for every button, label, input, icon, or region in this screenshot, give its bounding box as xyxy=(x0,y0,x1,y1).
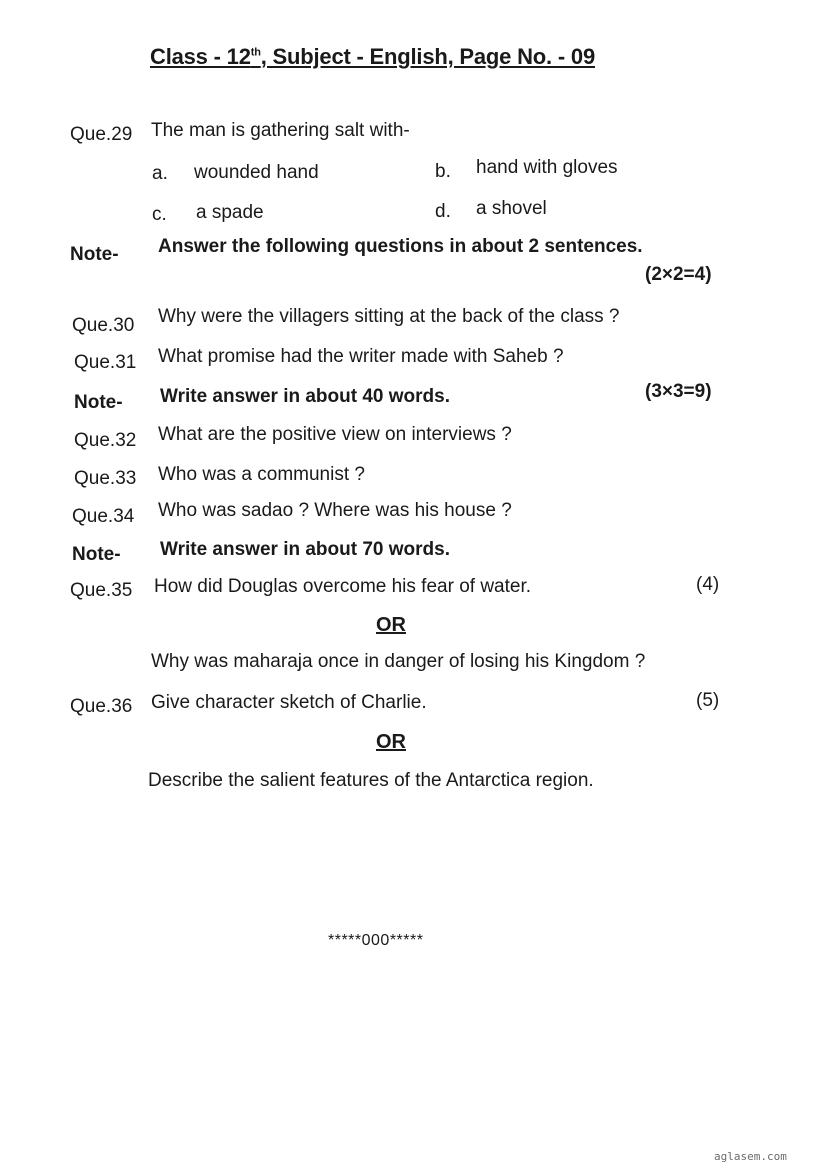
or-divider: OR xyxy=(376,614,406,636)
question-text: The man is gathering salt with- xyxy=(151,120,410,141)
marks: (5) xyxy=(696,690,720,711)
option-letter: c. xyxy=(152,204,167,225)
question-text: Give character sketch of Charlie. xyxy=(151,692,427,713)
note-label: Note- xyxy=(74,392,123,413)
question-text: Who was a communist ? xyxy=(158,464,365,485)
question-number: Que.29 xyxy=(70,124,133,145)
question-text: How did Douglas overcome his fear of water. xyxy=(154,576,532,597)
question-number: Que.30 xyxy=(72,315,135,336)
question-number: Que.31 xyxy=(74,352,137,373)
option-letter: d. xyxy=(435,201,451,222)
question-text-alt: Why was maharaja once in danger of losing his Kingdom ? xyxy=(151,651,646,672)
question-number: Que.33 xyxy=(74,468,137,489)
marks: (4) xyxy=(696,574,720,595)
question-number: Que.36 xyxy=(70,696,133,717)
marks: (2×2=4) xyxy=(645,264,712,285)
or-divider: OR xyxy=(376,731,406,753)
question-number: Que.32 xyxy=(74,430,137,451)
question-text: Why were the villagers sitting at the back of the class ? xyxy=(158,306,620,327)
end-marker: *****000***** xyxy=(328,932,424,949)
question-number: Que.35 xyxy=(70,580,133,601)
question-text: Who was sadao ? Where was his house ? xyxy=(158,500,512,521)
note-label: Note- xyxy=(72,544,121,565)
option-letter: a. xyxy=(152,163,168,184)
question-text: What are the positive view on interviews ? xyxy=(158,424,512,445)
question-text-alt: Describe the salient features of the Antarctica region. xyxy=(148,770,594,791)
marks: (3×3=9) xyxy=(645,381,712,402)
option-text: hand with gloves xyxy=(476,157,618,178)
question-number: Que.34 xyxy=(72,506,135,527)
option-text: a spade xyxy=(196,202,264,223)
note-text: Answer the following questions in about 2 sentences. xyxy=(158,236,643,257)
option-letter: b. xyxy=(435,161,451,182)
page-title: Class - 12th, Subject - English, Page No. - 09 xyxy=(150,44,595,69)
note-label: Note- xyxy=(70,244,119,265)
watermark: aglasem.com xyxy=(714,1150,787,1163)
option-text: wounded hand xyxy=(194,162,319,183)
note-text: Write answer in about 70 words. xyxy=(160,539,450,560)
question-text: What promise had the writer made with Saheb ? xyxy=(158,346,564,367)
note-text: Write answer in about 40 words. xyxy=(160,386,450,407)
option-text: a shovel xyxy=(476,198,547,219)
